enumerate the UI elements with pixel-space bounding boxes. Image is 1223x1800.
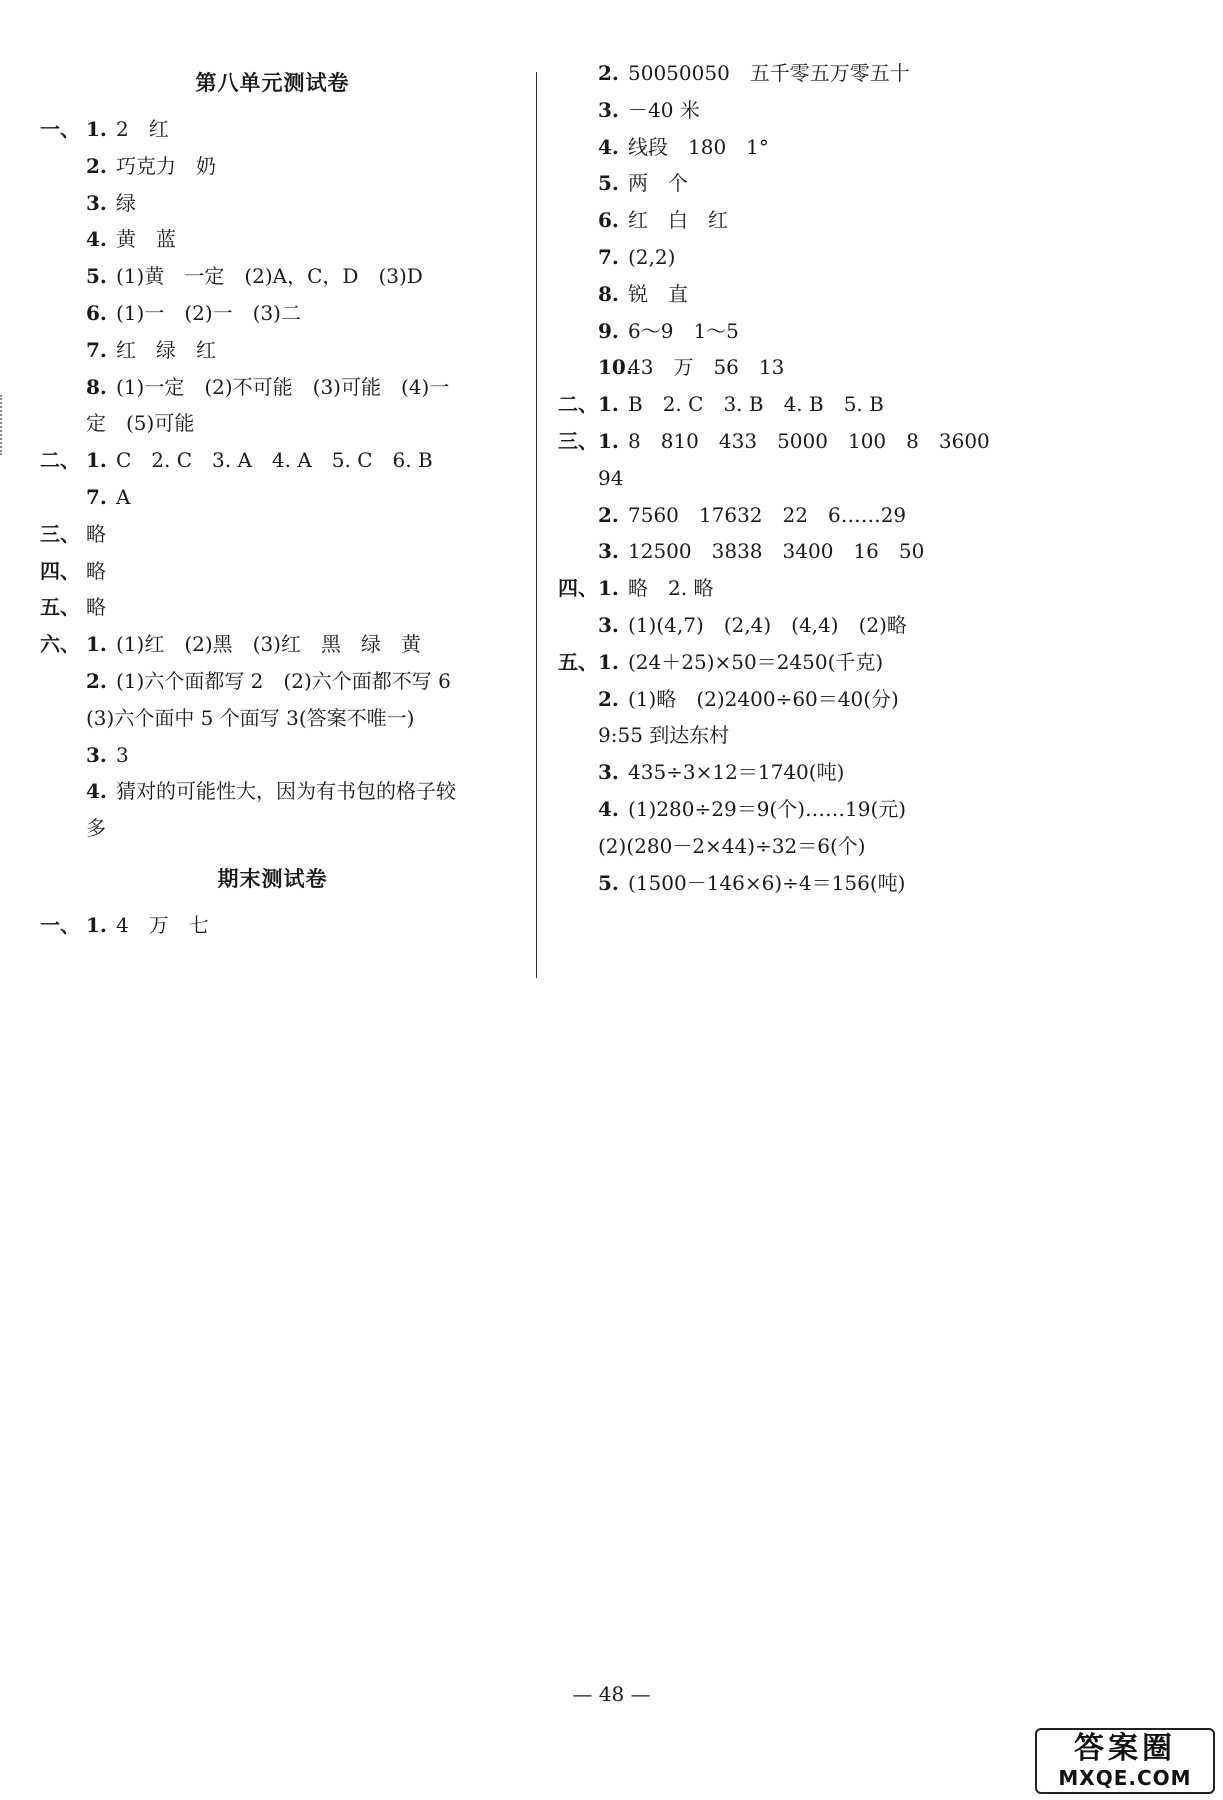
answer-row	[40, 516, 505, 553]
answer-text: 9:55 到达东村	[598, 723, 730, 748]
answer-text: (1)黄 一定 (2)A，C，D (3)D	[116, 264, 423, 289]
section-label: 二、	[558, 392, 598, 417]
answer-row	[558, 791, 1118, 828]
answer-row	[558, 644, 1118, 681]
answer-text: (1)一定 (2)不可能 (3)可能 (4)一	[116, 374, 450, 399]
question-number: 4.	[86, 227, 107, 252]
question-number: 8.	[86, 374, 107, 399]
answer-row	[40, 332, 505, 369]
section-label: 四、	[558, 576, 598, 601]
final-answer-list-continued	[558, 55, 1118, 901]
answer-text: 50050050 五千零五万零五十	[628, 61, 910, 85]
question-number: 3.	[598, 539, 619, 564]
question-number: 1.	[86, 448, 107, 473]
answer-row	[40, 295, 505, 332]
unit8-test-title: 第八单元测试卷	[195, 70, 350, 95]
question-number: 7.	[598, 244, 619, 269]
watermark-logo-text: 答案圈	[1074, 1731, 1176, 1766]
question-number: 4.	[86, 779, 107, 804]
answer-row	[558, 533, 1118, 570]
question-number: 1.	[598, 576, 619, 601]
question-number: 5.	[598, 171, 619, 196]
answer-text: (2)(280－2×44)÷32＝6(个)	[598, 833, 866, 858]
answer-text: A	[116, 484, 131, 509]
answer-row	[558, 460, 1118, 497]
answer-text: (3)六个面中 5 个面写 3(答案不唯一)	[86, 705, 415, 730]
answer-row	[558, 55, 1118, 92]
section-label: 一、	[40, 912, 80, 937]
question-number: 1.	[86, 912, 107, 937]
question-number: 6.	[86, 300, 107, 325]
final-answer-list	[40, 907, 505, 944]
question-number: 1.	[86, 117, 107, 141]
section-label: 三、	[40, 521, 80, 546]
answer-text: 多	[86, 816, 106, 841]
question-number: 3.	[86, 742, 107, 767]
answer-row	[40, 773, 505, 810]
answer-text: (1)略 (2)2400÷60＝40(分)	[628, 686, 899, 711]
answer-text: 巧克力 奶	[116, 153, 216, 178]
answer-row	[558, 497, 1118, 534]
answer-text: 12500 3838 3400 16 50	[628, 539, 925, 564]
left-column	[40, 55, 505, 944]
answer-text: (2,2)	[628, 244, 676, 269]
answer-row	[558, 570, 1118, 607]
answer-row	[558, 129, 1118, 166]
answer-text: 略	[86, 595, 106, 620]
section-label: 四、	[40, 558, 80, 583]
answer-text: 线段 180 1°	[628, 134, 769, 159]
section-label: 六、	[40, 632, 80, 657]
answer-text: 435÷3×12＝1740(吨)	[628, 760, 845, 785]
scan-edge-marks	[0, 395, 5, 455]
answer-row	[40, 111, 505, 148]
answer-text: (1)(4,7) (2,4) (4,4) (2)略	[628, 612, 907, 637]
answer-text: 红 白 红	[628, 208, 728, 233]
section-label: 一、	[40, 117, 80, 141]
section-label: 五、	[558, 649, 598, 674]
answer-row	[40, 907, 505, 944]
answer-text: (1)红 (2)黑 (3)红 黑 绿 黄	[116, 632, 421, 657]
question-number: 7.	[86, 484, 107, 509]
answer-text: 7560 17632 22 6……29	[628, 502, 907, 527]
answer-row	[558, 92, 1118, 129]
answer-text: 6～9 1～5	[628, 318, 739, 343]
answer-row	[558, 239, 1118, 276]
answer-text: 略 2. 略	[628, 576, 714, 601]
question-number: 2.	[598, 61, 619, 85]
answer-row	[40, 810, 505, 847]
question-number: 5.	[86, 264, 107, 289]
answer-row	[558, 828, 1118, 865]
answer-text: B 2. C 3. B 4. B 5. B	[628, 392, 884, 417]
answer-text: (24＋25)×50＝2450(千克)	[628, 649, 884, 674]
answer-text: 黄 蓝	[116, 227, 176, 252]
answer-text: (1)一 (2)一 (3)二	[116, 300, 301, 325]
question-number: 2.	[598, 502, 619, 527]
answer-text: 4 万 七	[116, 912, 209, 937]
answer-text: 43 万 56 13	[628, 355, 785, 380]
question-number: 5.	[598, 870, 619, 895]
answer-text: 红 绿 红	[116, 337, 216, 362]
page-number: — 48 —	[572, 1682, 651, 1706]
answer-text: 略	[86, 521, 106, 546]
question-number: 1.	[598, 392, 619, 417]
question-number: 6.	[598, 208, 619, 233]
answer-text: 猜对的可能性大，因为有书包的格子较	[116, 779, 456, 804]
right-column	[558, 55, 1118, 901]
answer-row	[40, 148, 505, 185]
answer-row	[558, 717, 1118, 754]
answer-row	[40, 663, 505, 700]
answer-row	[40, 405, 505, 442]
answer-row	[558, 276, 1118, 313]
answer-row	[558, 865, 1118, 902]
answer-text: 94	[598, 465, 624, 490]
answer-text: (1)280÷29＝9(个)……19(元)	[628, 796, 907, 821]
answer-row	[40, 258, 505, 295]
answer-row	[558, 681, 1118, 718]
question-number: 10.	[598, 355, 633, 380]
column-divider	[536, 72, 537, 978]
question-number: 3.	[598, 612, 619, 637]
answer-text: －40 米	[628, 97, 700, 122]
question-number: 1.	[86, 632, 107, 657]
answer-text: (1500－146×6)÷4＝156(吨)	[628, 870, 906, 895]
answer-row	[40, 185, 505, 222]
answer-text: 两 个	[628, 171, 688, 196]
answer-text: C 2. C 3. A 4. A 5. C 6. B	[116, 448, 433, 473]
question-number: 7.	[86, 337, 107, 362]
question-number: 3.	[598, 97, 619, 122]
answer-row	[40, 221, 505, 258]
section-label: 三、	[558, 428, 598, 453]
question-number: 8.	[598, 281, 619, 306]
question-number: 2.	[86, 668, 107, 693]
answer-row	[40, 369, 505, 406]
question-number: 2.	[86, 153, 107, 178]
answer-text: 2 红	[116, 117, 169, 141]
answer-row	[40, 737, 505, 774]
question-number: 4.	[598, 134, 619, 159]
question-number: 3.	[598, 760, 619, 785]
answer-row	[40, 479, 505, 516]
question-number: 4.	[598, 796, 619, 821]
answer-row	[558, 313, 1118, 350]
question-number: 1.	[598, 428, 619, 453]
question-number: 9.	[598, 318, 619, 343]
unit8-answer-list	[40, 111, 505, 847]
answer-text: 8 810 433 5000 100 8 3600	[628, 428, 990, 453]
answer-text: 略	[86, 558, 106, 583]
answer-row	[558, 754, 1118, 791]
answer-row	[40, 553, 505, 590]
answer-row	[558, 386, 1118, 423]
answer-row	[558, 423, 1118, 460]
answer-row	[40, 442, 505, 479]
section-label: 二、	[40, 448, 80, 473]
answer-text: 锐 直	[628, 281, 688, 306]
answer-text: (1)六个面都写 2 (2)六个面都不写 6	[116, 668, 451, 693]
watermark-logo	[1035, 1728, 1215, 1794]
answer-text: 3	[116, 742, 129, 767]
answer-row	[40, 700, 505, 737]
question-number: 3.	[86, 190, 107, 215]
answer-row	[558, 165, 1118, 202]
section-label: 五、	[40, 595, 80, 620]
answer-row	[558, 607, 1118, 644]
final-test-title: 期末测试卷	[217, 865, 328, 891]
question-number: 2.	[598, 686, 619, 711]
answer-row	[558, 202, 1118, 239]
watermark-logo-url: MXQE.COM	[1058, 1766, 1192, 1790]
answer-row	[40, 626, 505, 663]
answer-text: 绿	[116, 190, 136, 215]
answer-text: 定 (5)可能	[86, 411, 195, 436]
answer-row	[40, 589, 505, 626]
question-number: 1.	[598, 649, 619, 674]
answer-row	[558, 349, 1118, 386]
